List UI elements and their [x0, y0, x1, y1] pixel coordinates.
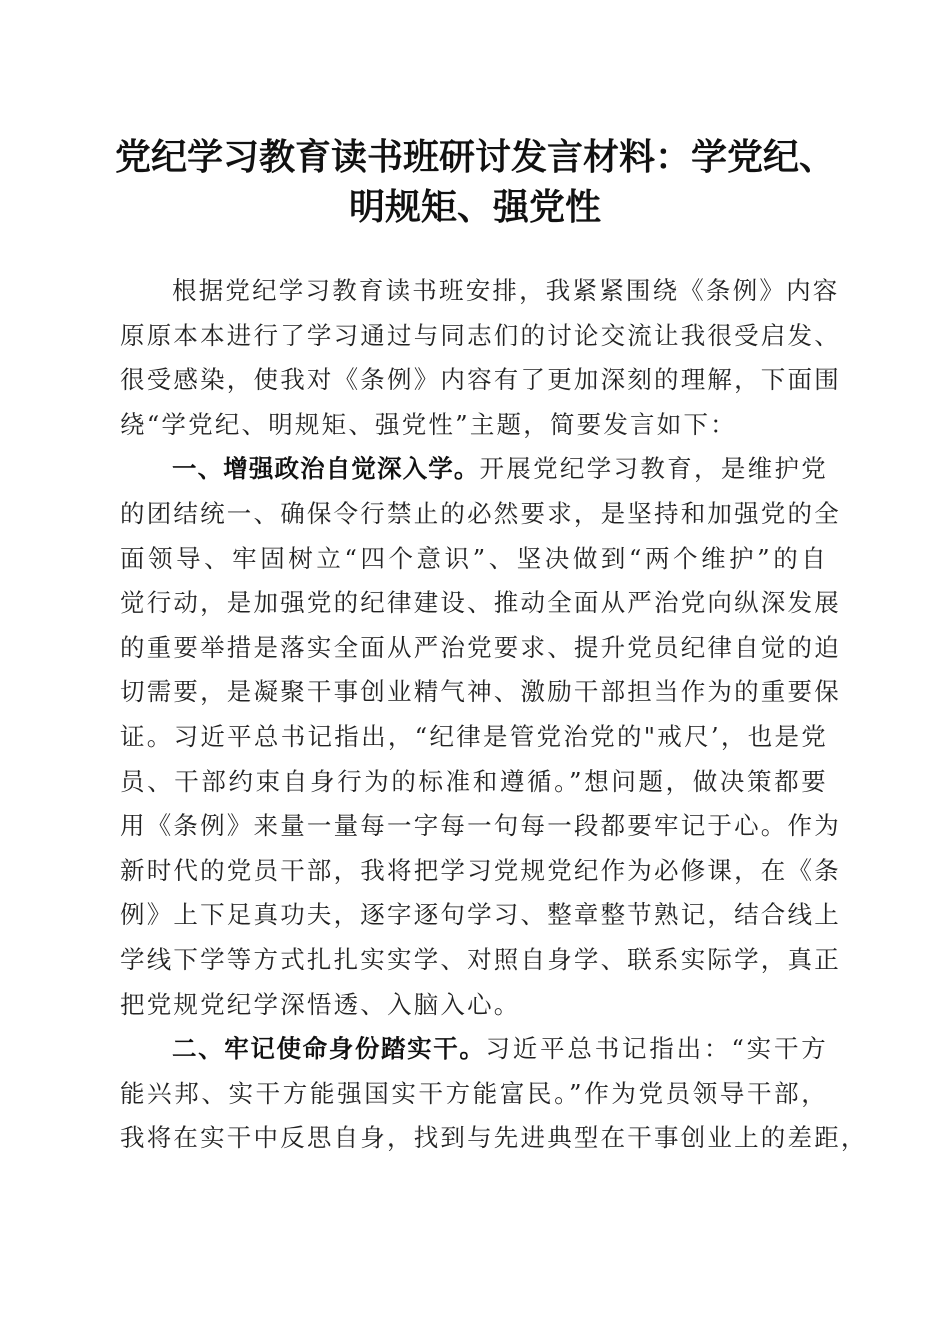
document-title [100, 132, 850, 232]
paragraph-line: 很受感染，使我对《条例》内容有了更加深刻的理解，下面围 [120, 365, 841, 395]
title-line-2: 明规矩、强党性 [348, 186, 601, 228]
paragraph-line: 学线下学等方式扎扎实实学、对照自身学、联系实际学，真正 [120, 944, 841, 974]
section-2-heading: 二、牢记使命身份踏实干。 [172, 1034, 486, 1064]
paragraph-line: 我将在实干中反思自身，找到与先进典型在干事创业上的差距， [120, 1123, 868, 1153]
section-2-paragraph [120, 1027, 868, 1161]
section-1-heading: 一、增强政治自觉深入学。 [172, 454, 480, 484]
paragraph-line: 新时代的党员干部，我将把学习党规党纪作为必修课，在《条 [120, 855, 841, 885]
title-line-1: 党纪学习教育读书班研讨发言材料：学党纪、 [114, 136, 835, 178]
paragraph-line: 能兴邦、实干方能强国实干方能富民。”作为党员领导干部， [120, 1078, 828, 1108]
paragraph-line: 证。习近平总书记指出，“纪律是管党治党的"戒尺’，也是党 [120, 721, 828, 751]
section-2-first-line-text: 习近平总书记指出：“实干方 [485, 1034, 828, 1064]
paragraph-line: 根据党纪学习教育读书班安排，我紧紧围绕《条例》内容 [172, 276, 840, 305]
intro-paragraph [120, 269, 841, 447]
document-body [120, 269, 868, 1161]
paragraph-line: 觉行动，是加强党的纪律建设、推动全面从严治党向纵深发展 [120, 588, 841, 618]
paragraph-line [120, 1027, 828, 1072]
paragraph-line: 员、干部约束自身行为的标准和遵循。”想问题，做决策都要 [120, 766, 828, 796]
paragraph-line: 把党规党纪学深悟透、入脑入心。 [120, 989, 521, 1019]
paragraph-line [120, 447, 828, 492]
paragraph-line: 的重要举措是落实全面从严治党要求、提升党员纪律自觉的迫 [120, 632, 841, 662]
paragraph-line: 面领导、牢固树立“四个意识”、坚决做到“两个维护”的自 [120, 543, 828, 573]
paragraph-line: 例》上下足真功夫，逐字逐句学习、整章整节熟记，结合线上 [120, 900, 841, 930]
section-1-first-line-text: 开展党纪学习教育，是维护党 [479, 454, 828, 484]
section-1-paragraph [120, 447, 841, 1027]
paragraph-line: 用《条例》来量一量每一字每一句每一段都要牢记于心。作为 [120, 811, 841, 841]
paragraph-line: 的团结统一、确保令行禁止的必然要求，是坚持和加强党的全 [120, 498, 841, 528]
paragraph-line: 绕“学党纪、明规矩、强党性”主题，简要发言如下： [120, 409, 737, 439]
paragraph-line: 原原本本进行了学习通过与同志们的讨论交流让我很受启发、 [120, 320, 841, 350]
paragraph-line: 切需要，是凝聚干事创业精气神、激励干部担当作为的重要保 [120, 677, 841, 707]
